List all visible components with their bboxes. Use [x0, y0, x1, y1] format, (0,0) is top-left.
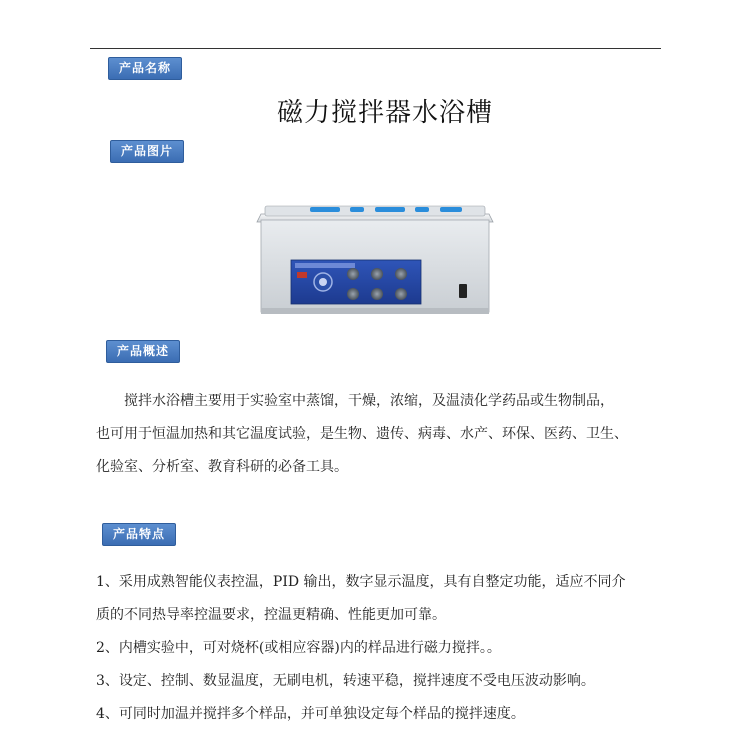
section-tag-product-image: 产品图片	[110, 140, 184, 163]
features-list	[96, 566, 676, 731]
overview-line: 化验室、分析室、教育科研的必备工具。	[96, 459, 348, 475]
overview-paragraph	[96, 385, 676, 484]
overview-line: 搅拌水浴槽主要用于实验室中蒸馏，干燥，浓缩，及温渍化学药品或生物制品，	[124, 393, 614, 409]
section-tag-overview: 产品概述	[106, 340, 180, 363]
feature-line: 3、设定、控制、数显温度，无刷电机，转速平稳，搅拌速度不受电压波动影响。	[96, 673, 595, 689]
section-tag-features: 产品特点	[102, 523, 176, 546]
feature-line: 1、采用成熟智能仪表控温，PID 输出，数字显示温度，具有自整定功能，适应不同介	[96, 574, 626, 590]
product-title: 磁力搅拌器水浴槽	[276, 98, 493, 128]
top-divider	[90, 48, 661, 49]
product-image	[255, 200, 495, 316]
feature-line: 4、可同时加温并搅拌多个样品，并可单独设定每个样品的搅拌速度。	[96, 706, 525, 722]
overview-line: 也可用于恒温加热和其它温度试验，是生物、遗传、病毒、水产、环保、医药、卫生、	[96, 426, 628, 442]
section-tag-product-name: 产品名称	[108, 57, 182, 80]
feature-line: 2、内槽实验中，可对烧杯(或相应容器)内的样品进行磁力搅拌。。	[96, 640, 501, 656]
feature-line: 质的不同热导率控温要求，控温更精确、性能更加可靠。	[96, 607, 446, 623]
